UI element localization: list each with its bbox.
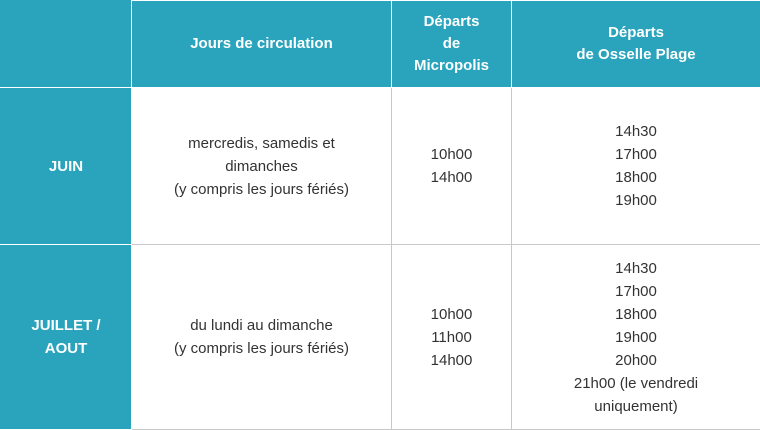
header-corner [1,1,132,88]
month-label [1,88,132,245]
time-line: 18h00 [512,303,760,326]
header-line: de Osselle Plage [512,44,760,66]
month-label [1,245,132,430]
header-line: Micropolis [392,55,511,77]
time-line: 19h00 [512,326,760,349]
micropolis-times-cell [392,88,512,245]
osselle-times-cell [512,245,760,430]
time-line: 14h00 [392,166,511,189]
header-micropolis [392,1,512,88]
days-cell [132,245,392,430]
text-line: dimanches [132,155,391,178]
time-line: 21h00 (le vendredi [512,372,760,395]
osselle-times-cell [512,88,760,245]
header-line: de [392,33,511,55]
header-line: Départs [392,11,511,33]
header-row [1,1,760,88]
month-line: AOUT [1,337,131,360]
time-line: 10h00 [392,303,511,326]
time-line: 18h00 [512,166,760,189]
header-osselle [512,1,760,88]
table-row [1,88,760,245]
time-line: 10h00 [392,143,511,166]
time-line: 19h00 [512,189,760,212]
header-days-label: Jours de circulation [132,33,391,55]
time-line: 17h00 [512,280,760,303]
time-line: 17h00 [512,143,760,166]
time-line: uniquement) [512,395,760,418]
month-line: JUIN [1,155,131,178]
time-line: 11h00 [392,326,511,349]
text-line: (y compris les jours fériés) [132,337,391,360]
time-line: 20h00 [512,349,760,372]
time-line: 14h00 [392,349,511,372]
month-line: JUILLET / [1,314,131,337]
text-line: du lundi au dimanche [132,314,391,337]
text-line: (y compris les jours fériés) [132,178,391,201]
header-days [132,1,392,88]
micropolis-times-cell [392,245,512,430]
text-line: mercredis, samedis et [132,132,391,155]
table-row [1,245,760,430]
header-line: Départs [512,22,760,44]
days-cell [132,88,392,245]
time-line: 14h30 [512,120,760,143]
time-line: 14h30 [512,257,760,280]
